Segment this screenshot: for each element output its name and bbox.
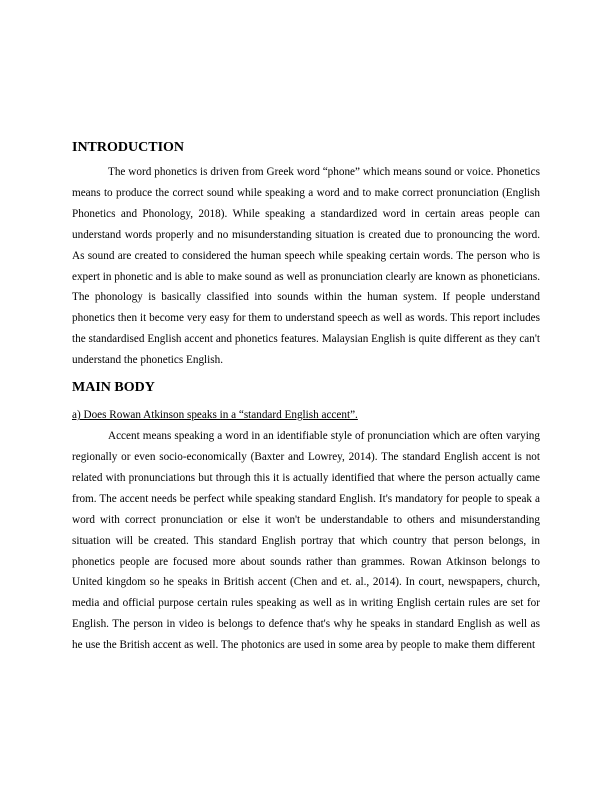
introduction-paragraph: The word phonetics is driven from Greek word “phone” which means sound or voice. Phonetics means to produce the correct sound while speaking a word and to make correct pronunciation (English Phonetics and Phonology, 2018). While speaking a standardized word in certain areas people can understand words properly and no misunderstanding situation is created due to pronouncing the word. As sound are created to considered the human speech while speaking certain words. The person who is expert in phonetic and is able to make sound as well as pronunciation clearly are known as phoneticians. The phonology is basically classified into sounds within the human system. If people understand phonetics then it become very easy for them to understand speech as well as words. This report includes the standardised English accent and phonetics features. Malaysian English is quite different as they can't understand the phonetics English. <box>72 166 540 367</box>
document-page <box>72 139 540 656</box>
section-a-subheading: a) Does Rowan Atkinson speaks in a “standard English accent”. <box>72 409 358 422</box>
section-a-paragraph: Accent means speaking a word in an identifiable style of pronunciation which are often varying regionally or even socio-economically (Baxter and Lowrey, 2014). The standard English accent is not related with pronunciations but through this it is actually identified that where the person actually came from. The accent needs be perfect while speaking standard English. It's mandatory for people to speak a word with correct pronunciation or else it won't be understandable to others and misunderstanding situation will be created. This standard English portray that which country that person belongs, in phonetics people are focused more about sounds rather than grammes. Rowan Atkinson belongs to United kingdom so he speaks in British accent (Chen and et. al., 2014). In court, newspapers, church, media and official purpose certain rules speaking as well as in writing English certain rules are set for English. The person in video is belongs to defence that's why he speaks in standard English as well as he use the British accent as well. The photonics are used in some area by people to make them different <box>72 430 540 652</box>
main-body-heading: MAIN BODY <box>72 380 155 396</box>
introduction-heading: INTRODUCTION <box>72 140 185 155</box>
